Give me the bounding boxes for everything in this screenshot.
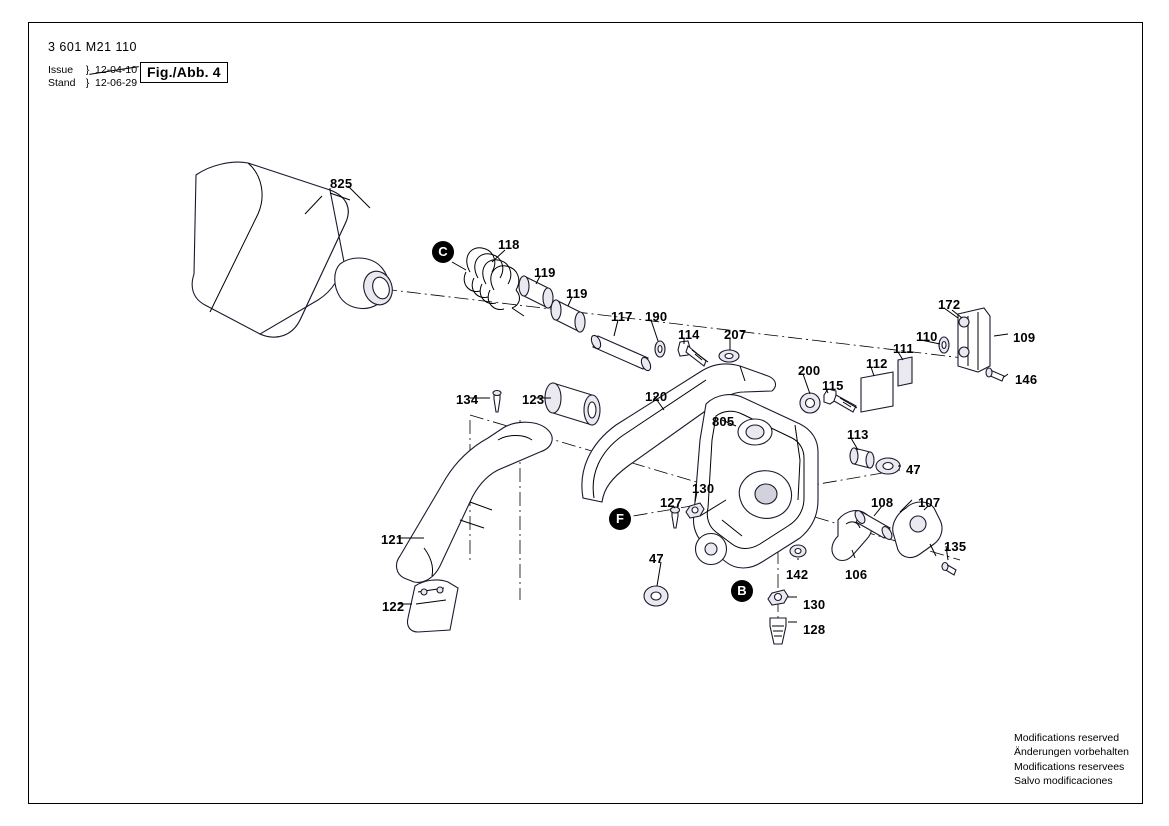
footer-line-es: Salvo modificaciones bbox=[1013, 774, 1113, 787]
callout-115: 115 bbox=[822, 378, 844, 393]
part-number: 3 601 M21 110 bbox=[48, 40, 137, 54]
callout-130-a: 130 bbox=[692, 481, 715, 496]
callout-172: 172 bbox=[938, 297, 961, 312]
callout-805: 805 bbox=[712, 414, 735, 429]
callout-106: 106 bbox=[845, 567, 868, 582]
callout-825: 825 bbox=[330, 176, 353, 191]
figure-label: Fig./Abb. 4 bbox=[140, 62, 228, 83]
callout-111: 111 bbox=[893, 341, 914, 356]
callout-142: 142 bbox=[786, 567, 809, 582]
callout-112: 112 bbox=[866, 356, 888, 371]
callout-117: 117 bbox=[611, 309, 633, 324]
callout-121: 121 bbox=[381, 532, 404, 547]
callout-190: 190 bbox=[645, 309, 668, 324]
callout-114: 114 bbox=[678, 327, 700, 342]
brace-bottom: } bbox=[85, 76, 90, 89]
callout-47-right: 47 bbox=[906, 462, 921, 477]
callout-130-b: 130 bbox=[803, 597, 826, 612]
stand-label: Stand bbox=[48, 76, 76, 89]
callout-109: 109 bbox=[1013, 330, 1036, 345]
callout-200: 200 bbox=[798, 363, 821, 378]
stand-value: 12-06-29 bbox=[95, 76, 138, 89]
callout-110: 110 bbox=[916, 329, 938, 344]
group-callout-b: B bbox=[731, 580, 753, 602]
group-callout-f: F bbox=[609, 508, 631, 530]
brace-top: } bbox=[85, 63, 90, 76]
callout-119-a: 119 bbox=[534, 265, 556, 280]
callout-135: 135 bbox=[944, 539, 967, 554]
callout-119-b: 119 bbox=[566, 286, 588, 301]
callout-123: 123 bbox=[522, 392, 545, 407]
callout-207: 207 bbox=[724, 327, 747, 342]
callout-108: 108 bbox=[871, 495, 894, 510]
issue-label: Issue bbox=[48, 63, 74, 76]
callout-120: 120 bbox=[645, 389, 668, 404]
callout-146: 146 bbox=[1015, 372, 1038, 387]
callout-122: 122 bbox=[382, 599, 405, 614]
issue-value: 12-04-10 bbox=[91, 64, 137, 77]
footer-notes bbox=[1014, 731, 1129, 788]
callout-134: 134 bbox=[456, 392, 479, 407]
footer-line-fr: Modifications reservees bbox=[1013, 760, 1125, 773]
callout-118: 118 bbox=[498, 237, 520, 252]
group-callout-c: C bbox=[432, 241, 454, 263]
callout-107: 107 bbox=[918, 495, 941, 510]
footer-line-en: Modifications reserved bbox=[1013, 732, 1120, 745]
callout-127: 127 bbox=[660, 495, 683, 510]
callout-128: 128 bbox=[803, 622, 826, 637]
footer-line-de: Änderungen vorbehalten bbox=[1013, 746, 1129, 759]
callout-47-left: 47 bbox=[649, 551, 664, 566]
callout-113: 113 bbox=[847, 427, 869, 442]
